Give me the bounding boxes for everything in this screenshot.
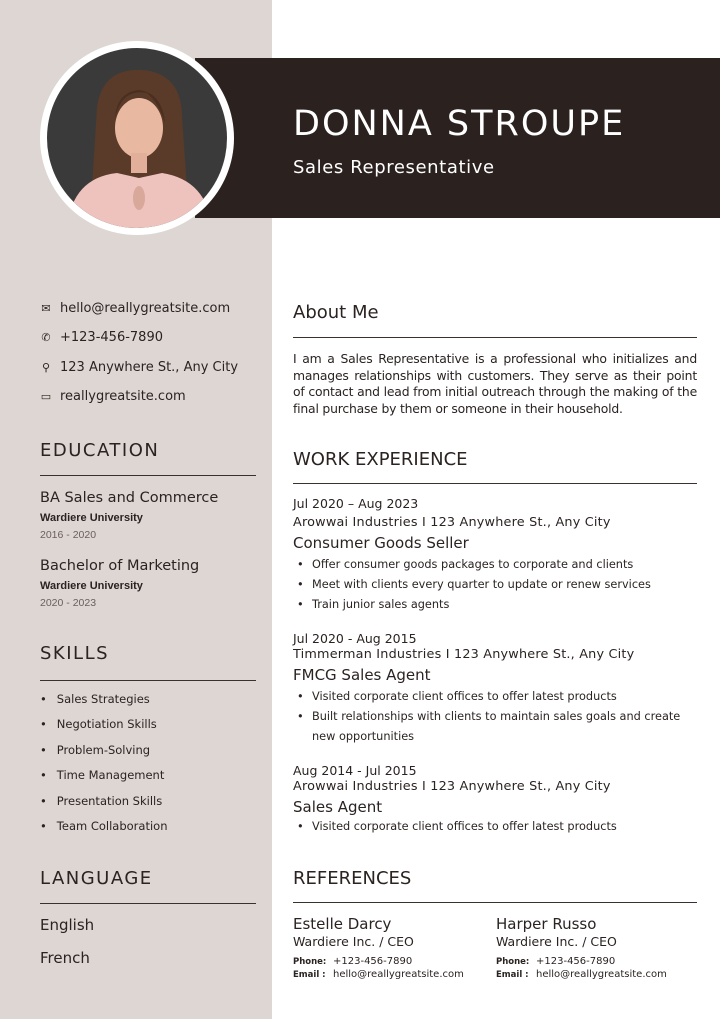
- job-bullet: • Train junior sales agents: [297, 595, 697, 615]
- reference-card: [496, 915, 667, 980]
- job-title: Consumer Goods Seller: [293, 534, 469, 552]
- reference-name: Estelle Darcy: [293, 915, 392, 933]
- language-item: French: [40, 949, 90, 967]
- skill-item: • Team Collaboration: [40, 819, 168, 833]
- candidate-role: Sales Representative: [293, 157, 495, 178]
- school: Wardiere University: [40, 580, 143, 592]
- email-label: Email :: [293, 970, 326, 980]
- education-heading: EDUCATION: [40, 440, 160, 461]
- job-bullet: • Meet with clients every quarter to update or renew services: [297, 575, 697, 595]
- divider: [40, 475, 256, 476]
- degree: Bachelor of Marketing: [40, 558, 200, 574]
- contact-text: hello@reallygreatsite.com: [60, 301, 231, 316]
- reference-card: [293, 915, 464, 980]
- divider: [293, 337, 697, 338]
- profile-photo: [40, 41, 234, 235]
- job-bullet: • Offer consumer goods packages to corporate and clients: [297, 555, 697, 575]
- job-dates: Aug 2014 - Jul 2015: [293, 763, 417, 778]
- skill-item: • Problem-Solving: [40, 743, 150, 757]
- reference-company: Wardiere Inc. / CEO: [496, 934, 617, 949]
- references-heading: REFERENCES: [293, 868, 412, 889]
- email-value: hello@reallygreatsite.com: [333, 969, 464, 980]
- skills-heading: SKILLS: [40, 643, 110, 664]
- job-title: Sales Agent: [293, 798, 383, 816]
- divider: [40, 903, 256, 904]
- job-company: Timmerman Industries I 123 Anywhere St., Any City: [293, 647, 635, 662]
- about-text: I am a Sales Representative is a professional who initializes and manages relationships with customers. They serve as their point of contact and lead from initial outreach through the making of the final purchase by them or someone in their household.: [293, 351, 697, 416]
- language-item: English: [40, 916, 95, 934]
- about-heading: About Me: [293, 302, 379, 323]
- reference-company: Wardiere Inc. / CEO: [293, 934, 414, 949]
- divider: [293, 483, 697, 484]
- job-title: FMCG Sales Agent: [293, 666, 431, 684]
- laptop-icon: ▭: [40, 390, 52, 403]
- phone-value: +123-456-7890: [333, 956, 413, 967]
- divider: [40, 680, 256, 681]
- work-heading: WORK EXPERIENCE: [293, 449, 468, 470]
- reference-email: [293, 969, 464, 980]
- phone-icon: ✆: [41, 331, 51, 344]
- reference-phone: [496, 956, 667, 967]
- candidate-name: DONNA STROUPE: [293, 104, 626, 144]
- envelope-icon: ✉: [41, 302, 51, 315]
- contact-phone: [40, 330, 163, 345]
- contact-website: [40, 389, 186, 404]
- job-bullet: • Visited corporate client offices to offer latest products: [297, 817, 697, 837]
- divider: [293, 902, 697, 903]
- job-bullet: • Visited corporate client offices to offer latest products: [297, 687, 697, 707]
- reference-name: Harper Russo: [496, 915, 597, 933]
- job-company: Arowwai Industries I 123 Anywhere St., Any City: [293, 779, 611, 794]
- reference-phone: [293, 956, 464, 967]
- years: 2020 - 2023: [40, 597, 97, 609]
- contact-text: reallygreatsite.com: [60, 389, 186, 404]
- location-pin-icon: ⚲: [41, 361, 51, 374]
- contact-text: 123 Anywhere St., Any City: [60, 360, 239, 375]
- skill-item: • Negotiation Skills: [40, 717, 157, 731]
- phone-label: Phone:: [293, 957, 327, 967]
- skill-item: • Time Management: [40, 768, 164, 782]
- contact-address: [40, 360, 238, 375]
- email-label: Email :: [496, 970, 529, 980]
- phone-label: Phone:: [496, 957, 530, 967]
- phone-value: +123-456-7890: [536, 956, 616, 967]
- skill-item: • Sales Strategies: [40, 692, 150, 706]
- reference-email: [496, 969, 667, 980]
- job-dates: Jul 2020 - Aug 2015: [293, 631, 417, 646]
- years: 2016 - 2020: [40, 529, 97, 541]
- degree: BA Sales and Commerce: [40, 490, 219, 506]
- skill-item: • Presentation Skills: [40, 794, 162, 808]
- contact-text: +123-456-7890: [60, 330, 163, 345]
- language-heading: LANGUAGE: [40, 868, 153, 889]
- job-dates: Jul 2020 – Aug 2023: [293, 496, 419, 511]
- email-value: hello@reallygreatsite.com: [536, 969, 667, 980]
- job-company: Arowwai Industries I 123 Anywhere St., Any City: [293, 515, 611, 530]
- job-bullet: • Built relationships with clients to maintain sales goals and create new opportunities: [297, 707, 697, 747]
- contact-email: [40, 301, 230, 316]
- school: Wardiere University: [40, 512, 143, 524]
